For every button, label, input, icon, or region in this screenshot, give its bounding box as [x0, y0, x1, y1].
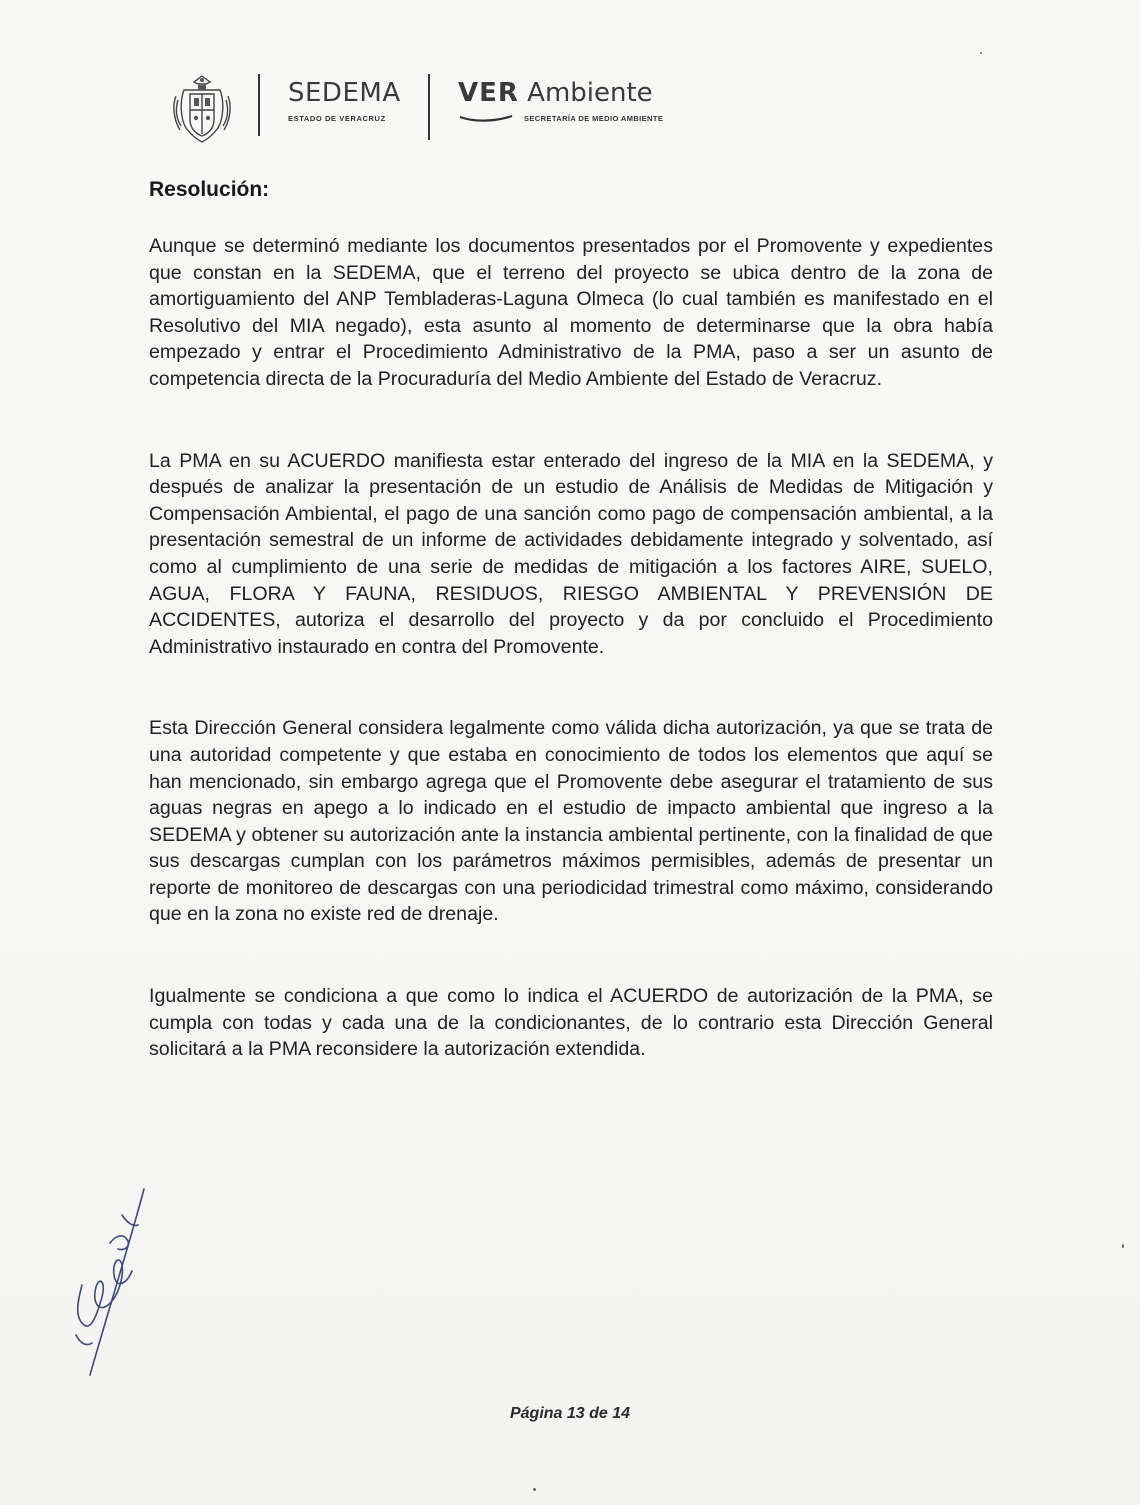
paper-speck [1122, 1244, 1124, 1248]
paper-speck [533, 1488, 536, 1491]
ver-ambiente-logo [458, 78, 653, 108]
sedema-subtitle: ESTADO DE VERACRUZ [288, 114, 386, 123]
letterhead [170, 68, 730, 148]
paragraph: Aunque se determinó mediante los documentos presentados por el Promovente y expedientes que constan en la SEDEMA, que el terreno del proyecto se ubica dentro de la zona de amortiguamiento del ANP Tembladeras-Laguna Olmeca (lo cual también es manifestado en el Resolutivo del MIA negado), esta asunto al momento de determinarse que la obra había empezado y entrar el Procedimiento Administrativo de la PMA, paso a ser un asunto de competencia directa de la Procuraduría del Medio Ambiente del Estado de Veracruz. [149, 235, 993, 390]
swoosh-icon [458, 114, 514, 122]
signature-icon [62, 1185, 172, 1380]
paragraph: La PMA en su ACUERDO manifiesta estar enterado del ingreso de la MIA en la SEDEMA, y después de analizar la presentación de un estudio de Análisis de Medidas de Mitigación y Compensación Ambiental, el pago de una sanción como pago de compensación ambiental, a la presentación semestral de un informe de actividades debidamente integrado y solventado, así como al cumplimiento de una serie de medidas de mitigación a los factores AIRE, SUELO, AGUA, FLORA Y FAUNA, RESIDUOS, RIESGO AMBIENTAL Y PREVENSIÓN DE ACCIDENTES, autoriza el desarrollo del proyecto y da por concluido el Procedimiento Administrativo instaurado en contra del Promovente. [149, 449, 993, 658]
ver-subtitle: SECRETARÍA DE MEDIO AMBIENTE [524, 114, 664, 123]
page-number: Página 13 de 14 [509, 1405, 631, 1422]
sedema-title: SEDEMA [288, 78, 401, 108]
paragraph: Igualmente se condiciona a que como lo indica el ACUERDO de autorización de la PMA, se cumpla con todas y cada una de la condicionantes, de lo contrario esta Dirección General solicitará a la PMA reconsidere la autorización extendida. [149, 985, 993, 1061]
header-divider [258, 74, 260, 136]
ver-logo-ambiente: Ambiente [527, 78, 653, 108]
ver-logo-bold: VER [458, 78, 519, 108]
header-divider [428, 74, 430, 140]
paragraph: Esta Dirección General considera legalmente como válida dicha autorización, ya que se trata de una autoridad competente y que estaba en conocimiento de todos los elementos que aquí se han mencionado, sin embargo agrega que el Promovente debe asegurar el tratamiento de sus aguas negras en apego a lo indicado en el estudio de impacto ambiental que ingreso a la SEDEMA y obtener su autorización ante la instancia ambiental pertinente, con la finalidad de que sus descargas cumplan con los parámetros máximos permisibles, además de presentar un reporte de monitoreo de descargas con una periodicidad trimestral como máximo, considerando que en la zona no existe red de drenaje. [149, 717, 993, 926]
coat-of-arms-icon [170, 70, 234, 144]
section-title: Resolución: [149, 178, 270, 201]
document-body [149, 178, 993, 1063]
paper-speck [980, 52, 982, 54]
